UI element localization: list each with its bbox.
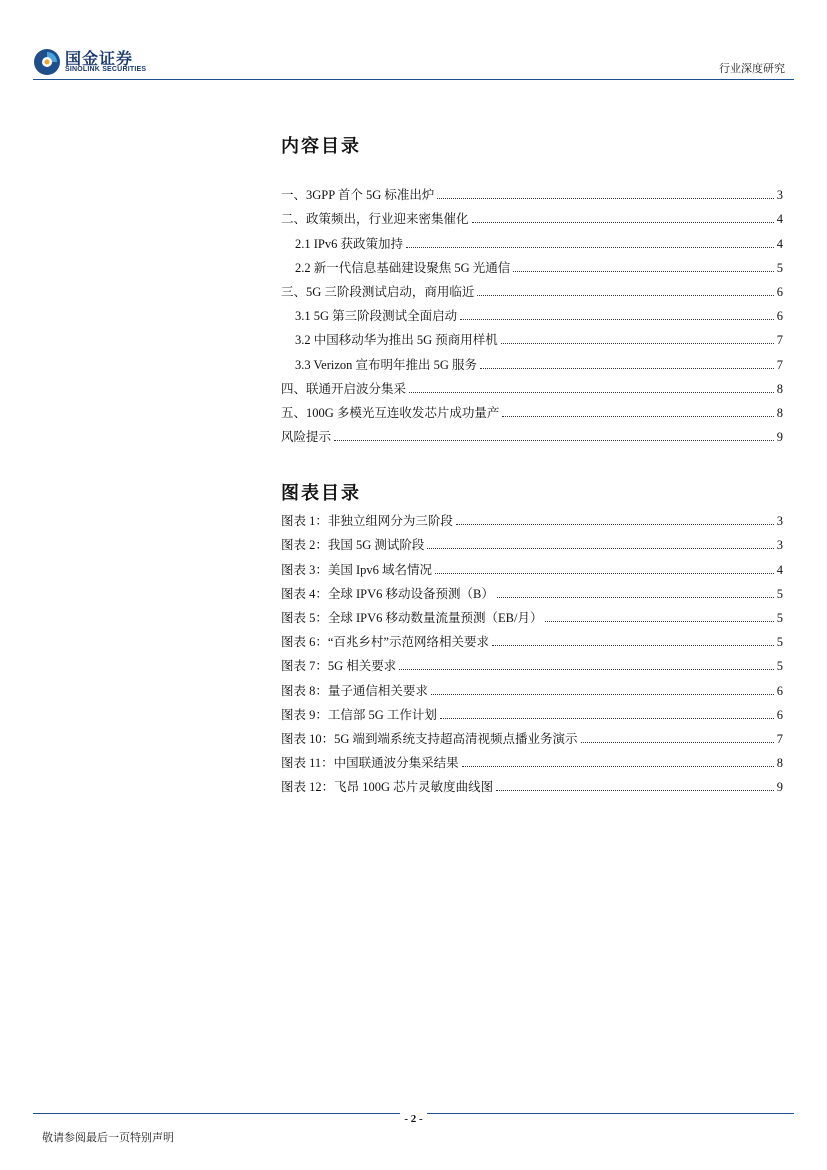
figure-entry-label: 图表 11：中国联通波分集采结果 bbox=[281, 756, 459, 771]
dot-leader bbox=[501, 343, 774, 344]
contents-entry-page: 6 bbox=[776, 309, 783, 324]
dot-leader bbox=[581, 742, 774, 743]
contents-entry-label: 五、100G 多模光互连收发芯片成功量产 bbox=[281, 405, 500, 420]
contents-entry-page: 3 bbox=[776, 188, 783, 203]
figures-list bbox=[281, 505, 783, 795]
figure-entry[interactable] bbox=[281, 723, 783, 747]
dot-leader bbox=[460, 319, 774, 320]
contents-entry-label: 风险提示 bbox=[281, 430, 332, 445]
dot-leader bbox=[456, 524, 774, 525]
contents-entry-page: 4 bbox=[776, 236, 783, 251]
contents-entry[interactable] bbox=[281, 252, 783, 276]
contents-entry-label: 3.2 中国移动华为推出 5G 预商用样机 bbox=[295, 333, 498, 348]
logo-en-text: SINOLINK SECURITIES bbox=[65, 66, 147, 73]
contents-entry-label: 四、联通开启波分集采 bbox=[281, 381, 407, 396]
contents-entry-page: 6 bbox=[776, 284, 783, 299]
contents-entry-label: 2.2 新一代信息基础建设聚焦 5G 光通信 bbox=[295, 260, 511, 275]
dot-leader bbox=[437, 198, 773, 199]
figure-entry-label: 图表 4：全球 IPV6 移动设备预测（B） bbox=[281, 586, 494, 601]
contents-entry-page: 4 bbox=[776, 212, 783, 227]
dot-leader bbox=[409, 392, 774, 393]
figure-entry-label: 图表 7：5G 相关要求 bbox=[281, 659, 397, 674]
contents-entry-label: 3.1 5G 第三阶段测试全面启动 bbox=[295, 309, 458, 324]
header-divider bbox=[33, 79, 794, 80]
page-number-text: - 2 - bbox=[400, 1113, 426, 1125]
dot-leader bbox=[497, 597, 774, 598]
figure-entry-page: 8 bbox=[776, 756, 783, 771]
dot-leader bbox=[472, 222, 774, 223]
figure-entry-page: 6 bbox=[776, 707, 783, 722]
dot-leader bbox=[399, 669, 773, 670]
page-header bbox=[0, 0, 827, 82]
contents-entry-page: 7 bbox=[776, 333, 783, 348]
figure-entry-label: 图表 9：工信部 5G 工作计划 bbox=[281, 707, 437, 722]
document-type: 行业深度研究 bbox=[719, 63, 785, 75]
contents-entry-page: 5 bbox=[776, 260, 783, 275]
contents-entry[interactable] bbox=[281, 276, 783, 300]
contents-entry-label: 一、3GPP 首个 5G 标准出炉 bbox=[281, 188, 435, 203]
figure-entry-page: 5 bbox=[776, 635, 783, 650]
dot-leader bbox=[492, 645, 774, 646]
contents-entry-label: 二、政策频出，行业迎来密集催化 bbox=[281, 212, 469, 227]
figure-entry[interactable] bbox=[281, 529, 783, 553]
figure-entry[interactable] bbox=[281, 747, 783, 771]
contents-entry-label: 2.1 IPv6 获政策加持 bbox=[295, 236, 403, 251]
figure-entry-label: 图表 2：我国 5G 测试阶段 bbox=[281, 538, 425, 553]
dot-leader bbox=[431, 694, 774, 695]
figure-entry-label: 图表 6：“百兆乡村”示范网络相关要求 bbox=[281, 635, 489, 650]
dot-leader bbox=[496, 790, 774, 791]
footer-disclaimer: 敬请参阅最后一页特别声明 bbox=[42, 1132, 174, 1144]
contents-entry-page: 7 bbox=[776, 357, 783, 372]
contents-entry[interactable] bbox=[281, 227, 783, 251]
figure-entry-label: 图表 5：全球 IPV6 移动数量流量预测（EB/月） bbox=[281, 610, 543, 625]
contents-entry[interactable] bbox=[281, 324, 783, 348]
figure-entry[interactable] bbox=[281, 699, 783, 723]
contents-entry-page: 8 bbox=[776, 381, 783, 396]
dot-leader bbox=[427, 548, 773, 549]
dot-leader bbox=[477, 295, 773, 296]
figure-entry-label: 图表 8：量子通信相关要求 bbox=[281, 683, 428, 698]
dot-leader bbox=[435, 573, 774, 574]
figure-entry-page: 9 bbox=[776, 780, 783, 795]
contents-entry[interactable] bbox=[281, 397, 783, 421]
dot-leader bbox=[440, 718, 774, 719]
contents-entry[interactable] bbox=[281, 348, 783, 372]
dot-leader bbox=[406, 247, 774, 248]
figure-entry[interactable] bbox=[281, 771, 783, 795]
figure-entry-label: 图表 1：非独立组网分为三阶段 bbox=[281, 514, 453, 529]
figure-entry-page: 3 bbox=[776, 514, 783, 529]
contents-entry[interactable] bbox=[281, 300, 783, 324]
figure-entry-page: 4 bbox=[776, 562, 783, 577]
figure-entry[interactable] bbox=[281, 650, 783, 674]
figure-entry[interactable] bbox=[281, 626, 783, 650]
contents-entry-label: 3.3 Verizon 宣布明年推出 5G 服务 bbox=[295, 357, 478, 372]
contents-title: 内容目录 bbox=[281, 136, 361, 156]
contents-entry-label: 三、5G 三阶段测试启动，商用临近 bbox=[281, 284, 475, 299]
contents-entry[interactable] bbox=[281, 203, 783, 227]
figures-title: 图表目录 bbox=[281, 483, 361, 503]
dot-leader bbox=[502, 416, 773, 417]
figure-entry[interactable] bbox=[281, 505, 783, 529]
figure-entry-page: 5 bbox=[776, 586, 783, 601]
dot-leader bbox=[513, 271, 773, 272]
figure-entry[interactable] bbox=[281, 674, 783, 698]
logo-cn-text: 国金证券 bbox=[65, 51, 134, 68]
figure-entry-page: 3 bbox=[776, 538, 783, 553]
figure-entry-label: 图表 10：5G 端到端系统支持超高清视频点播业务演示 bbox=[281, 731, 578, 746]
dot-leader bbox=[462, 766, 774, 767]
contents-entry[interactable] bbox=[281, 373, 783, 397]
figure-entry[interactable] bbox=[281, 602, 783, 626]
logo-icon bbox=[33, 48, 61, 76]
dot-leader bbox=[334, 440, 774, 441]
figure-entry-page: 6 bbox=[776, 683, 783, 698]
dot-leader bbox=[480, 368, 774, 369]
contents-entry-page: 8 bbox=[776, 405, 783, 420]
contents-entry[interactable] bbox=[281, 421, 783, 445]
figure-entry-page: 7 bbox=[776, 731, 783, 746]
figure-entry[interactable] bbox=[281, 553, 783, 577]
contents-list bbox=[281, 179, 783, 445]
figure-entry[interactable] bbox=[281, 578, 783, 602]
dot-leader bbox=[545, 621, 773, 622]
figure-entry-label: 图表 12：飞昂 100G 芯片灵敏度曲线图 bbox=[281, 780, 494, 795]
company-logo bbox=[33, 46, 163, 78]
contents-entry[interactable] bbox=[281, 179, 783, 203]
figure-entry-page: 5 bbox=[776, 659, 783, 674]
contents-entry-page: 9 bbox=[776, 430, 783, 445]
figure-entry-page: 5 bbox=[776, 610, 783, 625]
page-number bbox=[0, 1113, 827, 1125]
figure-entry-label: 图表 3：美国 Ipv6 域名情况 bbox=[281, 562, 433, 577]
